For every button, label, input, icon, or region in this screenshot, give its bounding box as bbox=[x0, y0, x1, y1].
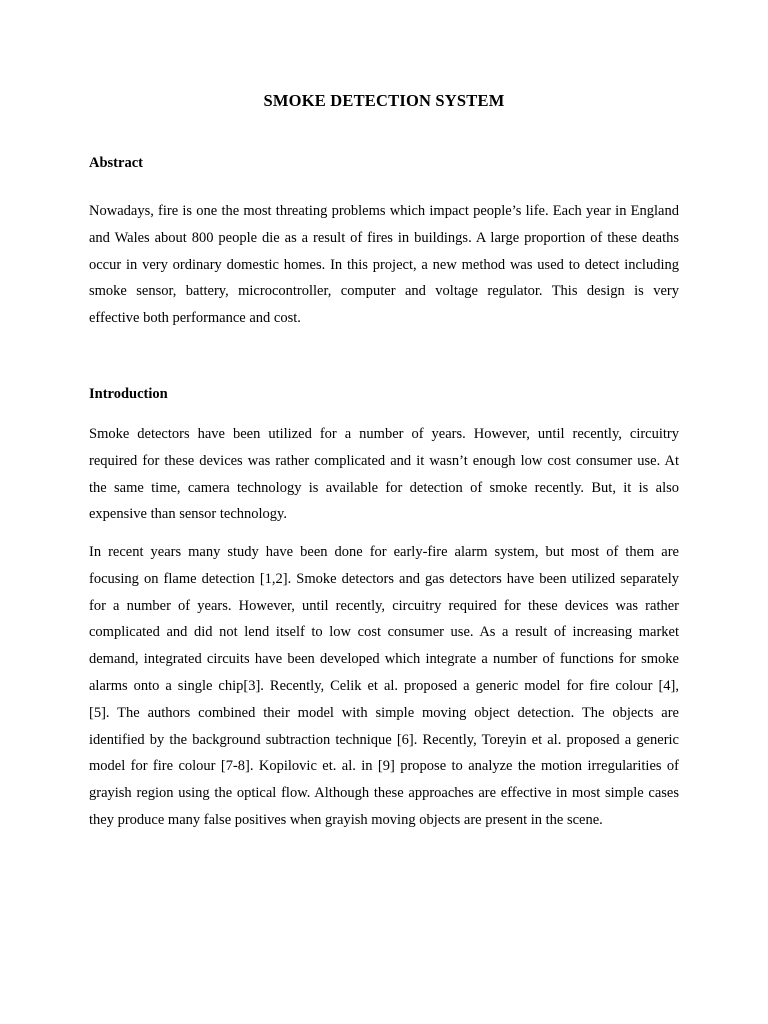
intro-p1-line: the same time, camera technology is available for detection of smoke recently. But, it is also bbox=[89, 479, 679, 496]
intro-p2-line: grayish region using the optical flow. Although these approaches are effective in most simple cases bbox=[89, 785, 679, 802]
intro-p2-line: [5]. The authors combined their model with simple moving object detection. The objects are bbox=[89, 704, 679, 721]
introduction-heading: Introduction bbox=[89, 386, 168, 402]
intro-p2-line: focusing on flame detection [1,2]. Smoke detectors and gas detectors have been utilized separately bbox=[89, 570, 679, 587]
abstract-paragraph bbox=[89, 198, 679, 332]
intro-p2-line: identified by the background subtraction technique [6]. Recently, Toreyin et al. proposed a generic bbox=[89, 731, 679, 748]
intro-p2-line: for a number of years. However, until recently, circuitry required for these devices was rather bbox=[89, 597, 679, 614]
intro-p2-line: complicated and did not lend itself to low cost consumer use. As a result of increasing market bbox=[89, 624, 679, 641]
intro-p2-line: alarms onto a single chip[3]. Recently, Celik et al. proposed a generic model for fire colour [4], bbox=[89, 677, 679, 694]
intro-p2-line: model for fire colour [7-8]. Kopilovic et. al. in [9] propose to analyze the motion irregularities of bbox=[89, 758, 679, 775]
abstract-heading: Abstract bbox=[89, 155, 143, 171]
abstract-line: occur in very ordinary domestic homes. In this project, a new method was used to detect including bbox=[89, 256, 679, 273]
intro-p2-line: In recent years many study have been done for early-fire alarm system, but most of them are bbox=[89, 544, 679, 560]
abstract-line: effective both performance and cost. bbox=[89, 310, 301, 327]
intro-p1-line: expensive than sensor technology. bbox=[89, 506, 287, 523]
introduction-paragraph-1 bbox=[89, 421, 679, 528]
intro-p2-line: demand, integrated circuits have been developed which integrate a number of functions for smoke bbox=[89, 651, 679, 668]
abstract-line: Nowadays, fire is one the most threating problems which impact people’s life. Each year in England bbox=[89, 203, 679, 219]
abstract-line: smoke sensor, battery, microcontroller, computer and voltage regulator. This design is very bbox=[89, 283, 679, 300]
introduction-paragraph-2 bbox=[89, 539, 679, 834]
document-title: SMOKE DETECTION SYSTEM bbox=[263, 91, 505, 110]
intro-p1-line: Smoke detectors have been utilized for a number of years. However, until recently, circuitry bbox=[89, 426, 679, 442]
intro-p2-line: they produce many false positives when grayish moving objects are present in the scene. bbox=[89, 811, 603, 828]
abstract-line: and Wales about 800 people die as a result of fires in buildings. A large proportion of these deaths bbox=[89, 229, 679, 246]
intro-p1-line: required for these devices was rather complicated and it wasn’t enough low cost consumer use. At bbox=[89, 452, 679, 469]
